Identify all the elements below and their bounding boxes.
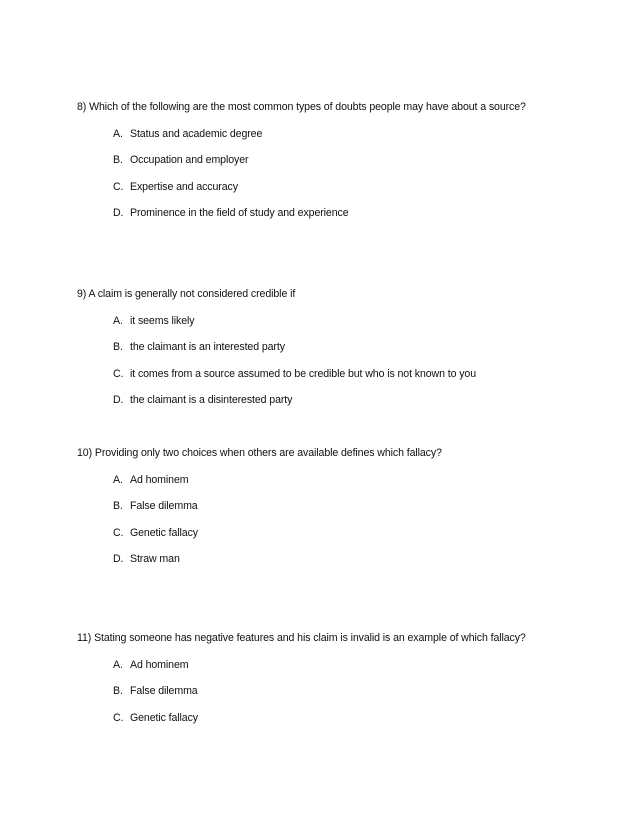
option-d <box>77 207 617 234</box>
question-text: 9) A claim is generally not considered credible if <box>77 288 296 300</box>
option-text: Ad hominem <box>130 473 189 486</box>
question-10 <box>77 447 617 580</box>
question-8 <box>77 101 617 234</box>
option-text: False dilemma <box>130 685 198 697</box>
option-c <box>77 368 617 395</box>
option-c <box>77 712 617 739</box>
answer-options <box>77 128 617 234</box>
option-text: Straw man <box>130 553 180 565</box>
option-letter: D. <box>113 394 124 406</box>
question-text: 11) Stating someone has negative features and his claim is invalid is an example of which fallacy? <box>77 632 526 644</box>
option-letter: D. <box>113 207 124 219</box>
option-letter: A. <box>113 127 123 140</box>
option-letter: A. <box>113 658 123 671</box>
option-text: Occupation and employer <box>130 154 249 166</box>
option-a <box>77 128 617 155</box>
option-letter: B. <box>113 341 123 353</box>
option-letter: C. <box>113 711 124 724</box>
option-letter: A. <box>113 314 123 327</box>
answer-options <box>77 474 617 580</box>
question-9 <box>77 288 617 421</box>
option-b <box>77 500 617 527</box>
option-d <box>77 553 617 580</box>
option-b <box>77 341 617 368</box>
option-letter: C. <box>113 526 124 539</box>
option-letter: B. <box>113 500 123 512</box>
option-c <box>77 181 617 208</box>
option-a <box>77 315 617 342</box>
option-letter: B. <box>113 685 123 697</box>
option-d <box>77 394 617 421</box>
option-letter: A. <box>113 473 123 486</box>
option-text: False dilemma <box>130 500 198 512</box>
option-text: Expertise and accuracy <box>130 180 238 193</box>
option-text: Prominence in the field of study and experience <box>130 207 349 219</box>
option-letter: D. <box>113 553 124 565</box>
answer-options <box>77 659 617 739</box>
option-b <box>77 154 617 181</box>
question-text: 8) Which of the following are the most common types of doubts people may have about a source? <box>77 101 526 113</box>
option-letter: C. <box>113 367 124 380</box>
option-letter: B. <box>113 154 123 166</box>
option-letter: C. <box>113 180 124 193</box>
option-text: the claimant is an interested party <box>130 341 285 353</box>
option-a <box>77 659 617 686</box>
option-text: it seems likely <box>130 314 195 327</box>
option-a <box>77 474 617 501</box>
option-text: Genetic fallacy <box>130 526 198 539</box>
question-11 <box>77 632 617 738</box>
option-text: Status and academic degree <box>130 127 263 140</box>
answer-options <box>77 315 617 421</box>
option-text: Ad hominem <box>130 658 189 671</box>
option-c <box>77 527 617 554</box>
option-text: it comes from a source assumed to be credible but who is not known to you <box>130 367 477 380</box>
question-text: 10) Providing only two choices when others are available defines which fallacy? <box>77 447 442 459</box>
option-b <box>77 685 617 712</box>
option-text: the claimant is a disinterested party <box>130 394 293 406</box>
option-text: Genetic fallacy <box>130 711 198 724</box>
